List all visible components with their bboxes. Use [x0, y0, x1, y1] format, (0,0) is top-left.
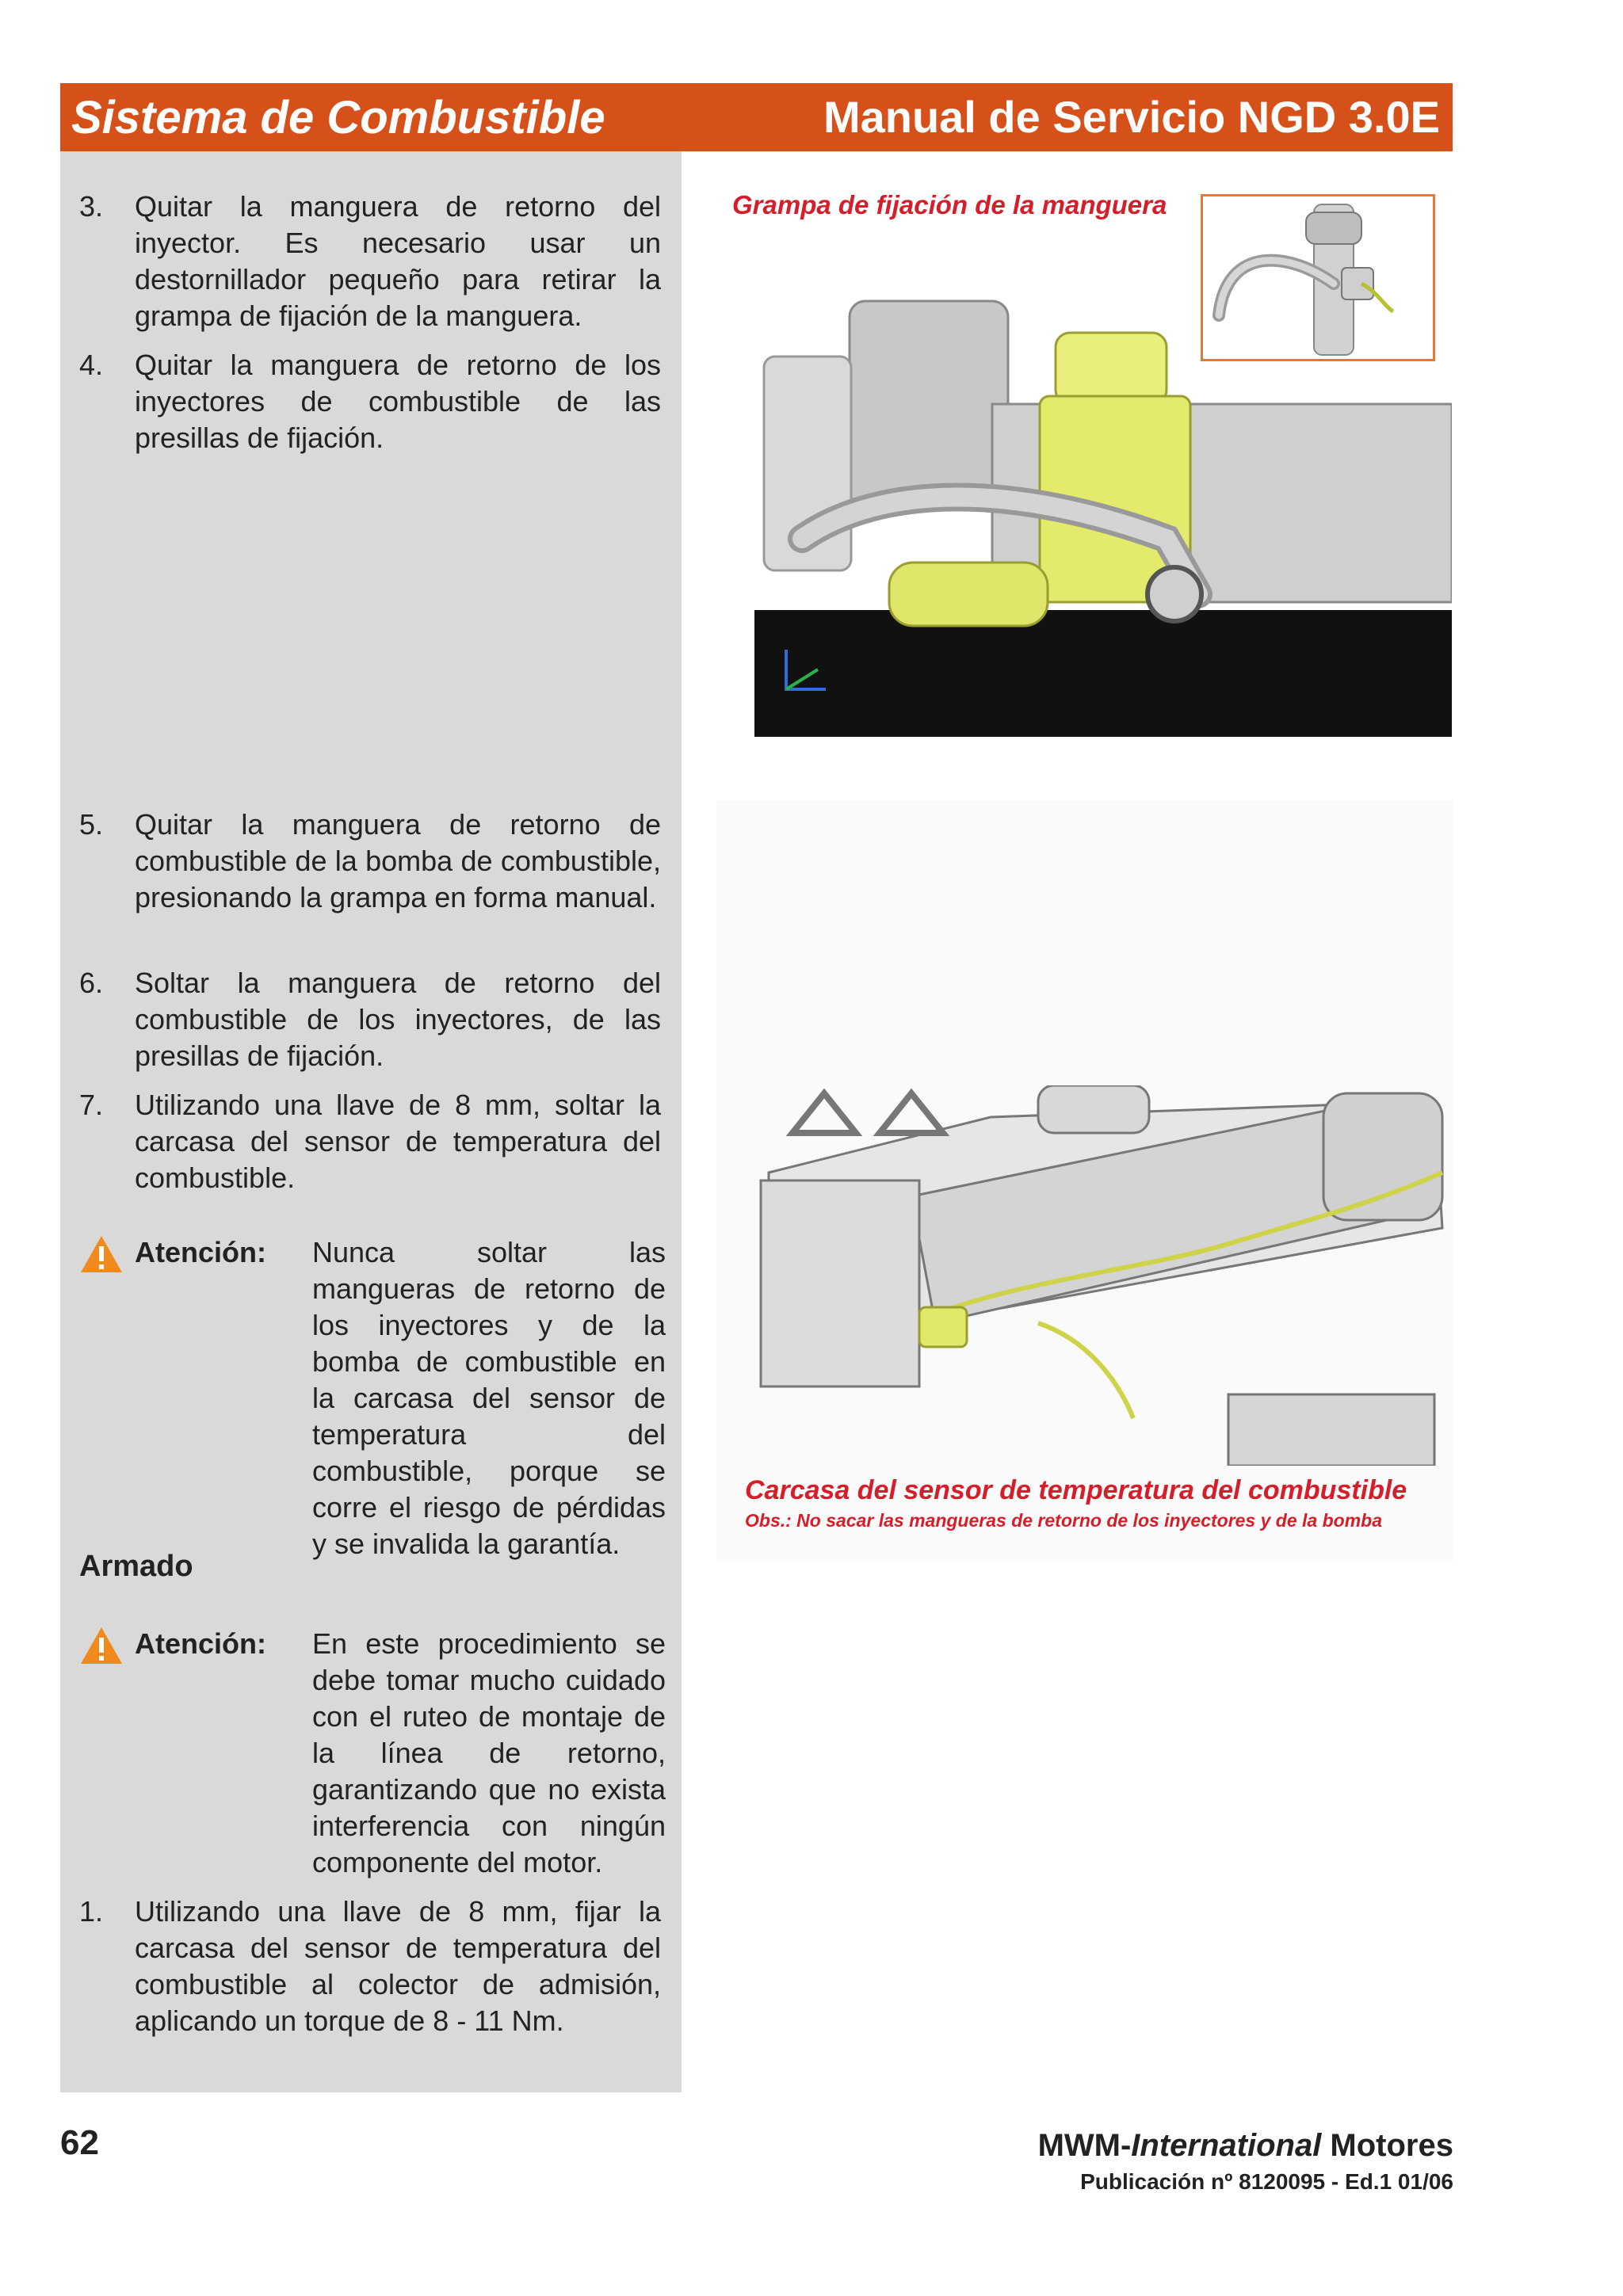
page-header [60, 83, 1453, 151]
step-text: Quitar la manguera de retorno de combustible de la bomba de combustible, presionando la grampa en forma manual. [135, 808, 661, 913]
step-number: 7. [79, 1089, 104, 1121]
step-7 [79, 1087, 661, 1196]
bottom-figure-note: Obs.: No sacar las mangueras de retorno de los inyectores y de la bomba [745, 1510, 1382, 1531]
warning-label: Atención: [135, 1627, 266, 1660]
brand-suffix: Motores [1321, 2128, 1453, 2163]
brand-italic: International [1131, 2128, 1322, 2163]
warning-text: Nunca soltar las mangueras de retorno de los inyectores y de la bomba de combustible en la carcasa del sensor de temperatura del combustible, porque se corre el riesgo de pérdidas y se invalida la garantía. [312, 1236, 666, 1560]
warning-1 [79, 1234, 666, 1562]
warning-label: Atención: [135, 1236, 266, 1268]
step-number: 1. [79, 1895, 104, 1928]
warning-icon [79, 1626, 124, 1674]
step-5 [79, 807, 661, 916]
step-6 [79, 965, 661, 1074]
step-4 [79, 347, 661, 456]
publisher-brand [1038, 2128, 1453, 2164]
step-number: 5. [79, 808, 104, 841]
step-number: 4. [79, 349, 104, 381]
assembly-step-1 [79, 1894, 661, 2039]
top-figure-caption: Grampa de fijación de la manguera [732, 190, 1167, 219]
warning-icon [79, 1234, 124, 1283]
hose-clamp-detail-inset [1201, 194, 1435, 361]
step-3 [79, 189, 661, 334]
step-number: 6. [79, 967, 104, 999]
warning-text: En este procedimiento se debe tomar mucho cuidado con el ruteo de montaje de la línea de retorno, garantizando que no exista interferencia con ningún componente del motor. [312, 1627, 666, 1878]
step-text: Soltar la manguera de retorno del combustible de los inyectores, de las presillas de fijación. [135, 967, 661, 1072]
section-title: Sistema de Combustible [71, 92, 605, 143]
step-text: Quitar la manguera de retorno del inyector. Es necesario usar un destornillador pequeño para retirar la grampa de fijación de la manguera. [135, 190, 661, 332]
page-number: 62 [60, 2123, 99, 2162]
step-text: Quitar la manguera de retorno de los inyectores de combustible de las presillas de fijación. [135, 349, 661, 454]
brand-prefix: MWM- [1037, 2128, 1132, 2163]
step-text: Utilizando una llave de 8 mm, fijar la carcasa del sensor de temperatura del combustible al colector de admisión, aplicando un torque de 8 - 11 Nm. [135, 1895, 661, 2037]
intake-manifold-illustration [753, 1085, 1450, 1466]
manual-title: Manual de Servicio NGD 3.0E [823, 92, 1440, 142]
warning-2 [79, 1626, 666, 1881]
bottom-figure-caption: Carcasa del sensor de temperatura del combustible [745, 1475, 1407, 1505]
publication-info: Publicación nº 8120095 - Ed.1 01/06 [1080, 2169, 1453, 2194]
step-text: Utilizando una llave de 8 mm, soltar la carcasa del sensor de temperatura del combustible. [135, 1089, 661, 1194]
step-number: 3. [79, 190, 104, 223]
assembly-heading: Armado [79, 1550, 193, 1583]
